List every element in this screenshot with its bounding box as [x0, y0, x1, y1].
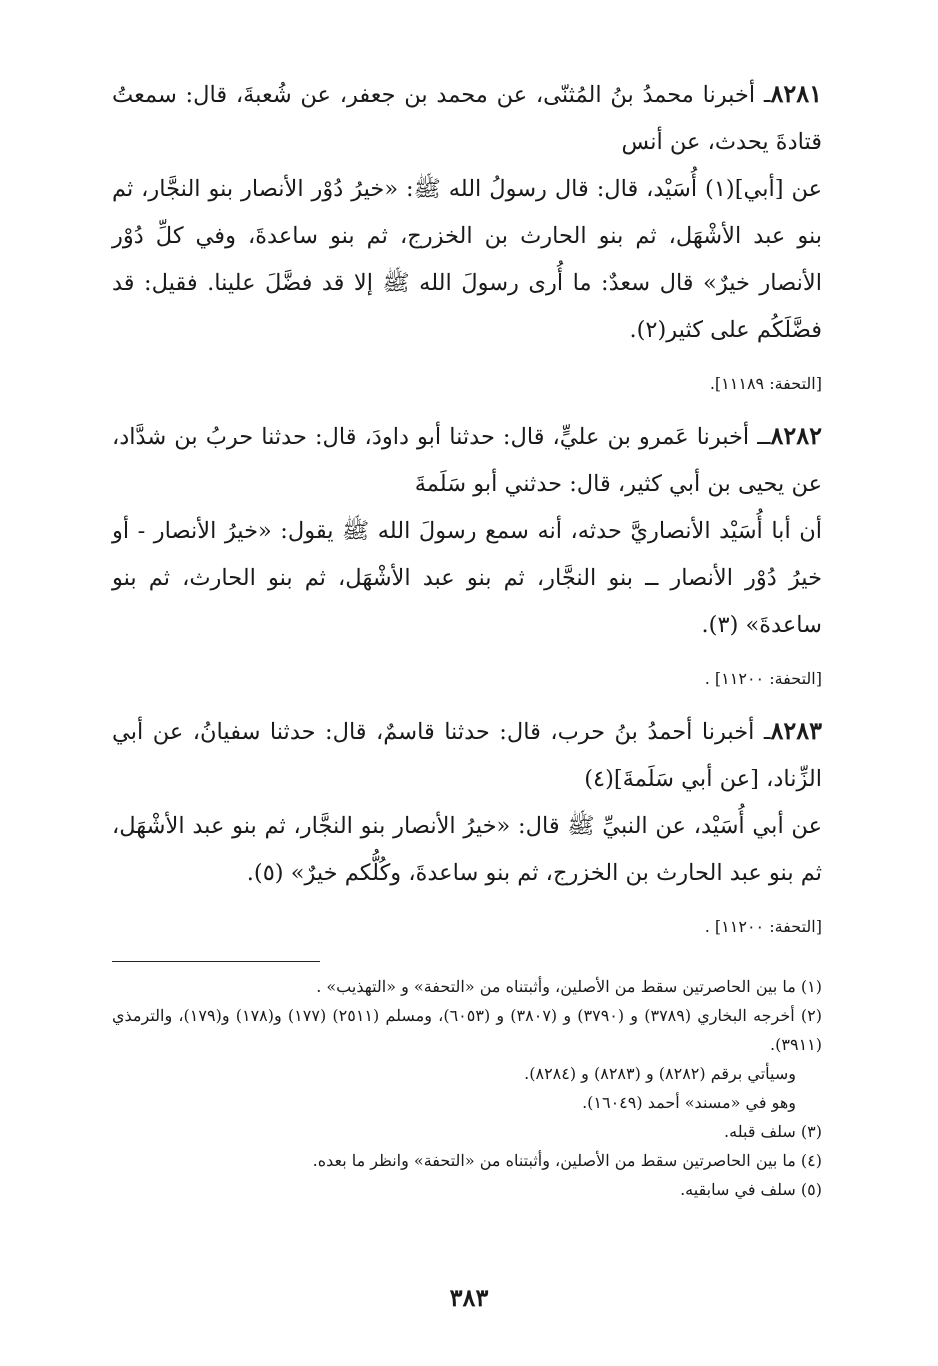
footnote: (٥) سلف في سابقيه. [680, 1180, 822, 1199]
isnad-text: ـ أخبرنا محمدُ بنُ المُثنّى، عن محمد بن جعفر، عن شُعبةَ، قال: سمعتُ قتادةَ يحدث، عن أنس [112, 82, 822, 155]
footnote: (١) ما بين الحاصرتين سقط من الأصلين، وأثبتناه من «التحفة» و «التهذيب» . [316, 977, 822, 996]
isnad-text: ــ أخبرنا عَمرو بن عليٍّ، قال: حدثنا أبو داودَ، قال: حدثنا حربُ بن شدَّاد، عن يحيى بن أبي كثير، قال: حدثني أبو سَلَمةَ [112, 424, 822, 497]
hadith-8282-matn: أن أبا أُسَيْد الأنصاريَّ حدثه، أنه سمع رسولَ الله ﷺ يقول: «خيرُ الأنصار - أو خيرُ دُوْر الأنصار ــ بنو النجَّار، ثم بنو عبد الأشْهَل، ثم بنو الحارث، ثم بنو ساعدةَ» (٣). [112, 518, 822, 638]
hadith-8281-matn: عن [أبي](١) أُسَيْد، قال: قال رسولُ الله ﷺ: «خيرُ دُوْر الأنصار بنو النجَّار، ثم بنو عبد الأشْهَل، ثم بنو الحارث بن الخزرج، ثم بنو ساعدةَ، وفي كلِّ دُوْر الأنصار خيرٌ» قال سعدٌ: ما أُرى رسولَ الله ﷺ إلا قد فضَّلَ علينا. فقيل: قد فضَّلَكُم على كثير(٢). [112, 176, 822, 343]
hadith-8282-isnad [112, 412, 822, 508]
isnad-text: ـ أخبرنا أحمدُ بنُ حرب، قال: حدثنا قاسمٌ، قال: حدثنا سفيانُ، عن أبي الزِّناد، [عن أبي سَلَمةَ](٤) [112, 719, 822, 792]
tuhfa-reference: [التحفة: ١١٢٠٠] . [704, 669, 822, 688]
hadith-8283-isnad [112, 707, 822, 803]
footnote: وسيأتي برقم (٨٢٨٢) و (٨٢٨٣) و (٨٢٨٤). [524, 1064, 796, 1083]
hadith-8281-isnad [112, 70, 822, 166]
page-body [112, 70, 822, 1204]
footnote: (٤) ما بين الحاصرتين سقط من الأصلين، وأثبتناه من «التحفة» وانظر ما بعده. [312, 1151, 822, 1170]
footnote: (٣) سلف قبله. [724, 1122, 822, 1141]
footnotes [112, 972, 822, 1204]
footnote: (٢) أخرجه البخاري (٣٧٨٩) و (٣٧٩٠) و (٣٨٠٧) و (٦٠٥٣)، ومسلم (٢٥١١) (١٧٧) و(١٧٨) و(١٧٩)، والترمذي (٣٩١١). [112, 1006, 822, 1054]
hadith-8283-matn: عن أبي أُسَيْد، عن النبيِّ ﷺ قال: «خيرُ الأنصار بنو النجَّار، ثم بنو عبد الأشْهَل، ثم بنو عبد الحارث بن الخزرج، ثم بنو ساعدةَ، وكُلُّكم خيرٌ» (٥). [112, 813, 822, 886]
hadith-number: ٨٢٨٢ [770, 421, 822, 450]
footnote: وهو في «مسند» أحمد (١٦٠٤٩). [582, 1093, 796, 1112]
hadith-number: ٨٢٨١ [770, 79, 822, 108]
hadith-number: ٨٢٨٣ [770, 716, 822, 745]
footnote-separator [112, 961, 320, 962]
tuhfa-reference: [التحفة: ١١١٨٩]. [709, 374, 822, 393]
tuhfa-reference: [التحفة: ١١٢٠٠] . [704, 917, 822, 936]
page-number: ٣٨٣ [449, 1283, 489, 1312]
